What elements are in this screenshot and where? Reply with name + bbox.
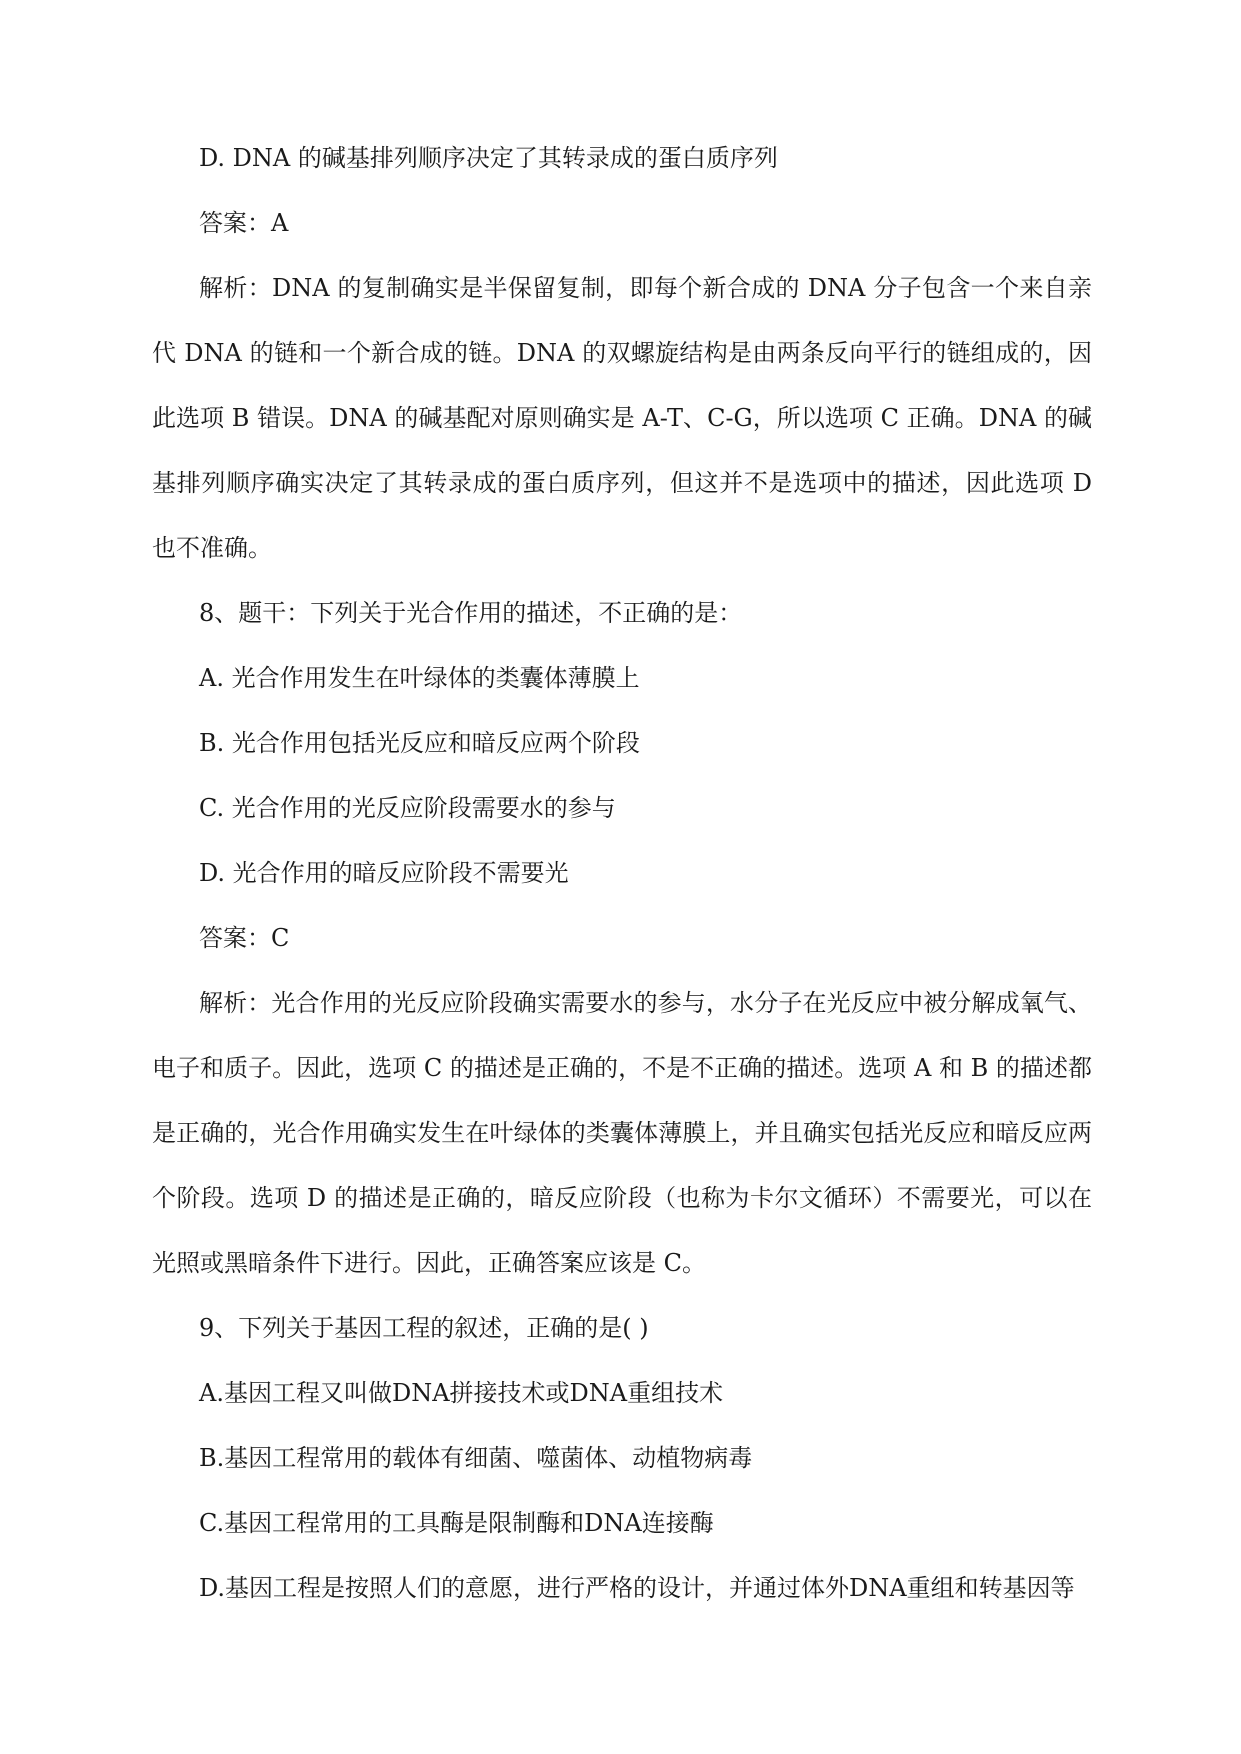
q8-stem: 8、题干：下列关于光合作用的描述，不正确的是： [199,599,743,627]
q7-analysis: 解析：DNA 的复制确实是半保留复制，即每个新合成的 DNA 分子包含一个来自亲代 DNA 的链和一个新合成的链。DNA 的双螺旋结构是由两条反向平行的链组成的，因此选项 B 错误。DNA 的碱基配对原则确实是 A-T、C-G，所以选项 C 正确。DNA 的碱基排列顺序确实决定了其转录成的蛋白质序列，但这并不是选项中的描述，因此选项 D 也不准确。 [152,274,1092,562]
q8-analysis: 解析：光合作用的光反应阶段确实需要水的参与，水分子在光反应中被分解成氧气、电子和质子。因此，选项 C 的描述是正确的，不是不正确的描述。选项 A 和 B 的描述都是正确的，光合作用确实发生在叶绿体的类囊体薄膜上，并且确实包括光反应和暗反应两个阶段。选项 D 的描述是正确的，暗反应阶段（也称为卡尔文循环）不需要光，可以在光照或黑暗条件下进行。因此，正确答案应该是 C。 [152,989,1092,1277]
q9-option-a: A.基因工程又叫做DNA拼接技术或DNA重组技术 [199,1379,724,1407]
q8-option-b: B. 光合作用包括光反应和暗反应两个阶段 [199,729,640,757]
q8-answer: 答案：C [199,924,290,952]
q9-option-b: B.基因工程常用的载体有细菌、噬菌体、动植物病毒 [199,1444,753,1472]
q8-analysis-block [152,971,1092,1296]
document-body [152,143,1092,1638]
q9-option-d: D.基因工程是按照人们的意愿，进行严格的设计，并通过体外DNA重组和转基因等 [199,1574,1075,1602]
q7-analysis-block [152,256,1092,581]
q7-answer: 答案：A [199,209,289,237]
q9-stem: 9、下列关于基因工程的叙述，正确的是( ) [199,1314,649,1342]
q8-option-a: A. 光合作用发生在叶绿体的类囊体薄膜上 [199,664,640,692]
q7-option-d: D. DNA 的碱基排列顺序决定了其转录成的蛋白质序列 [199,144,778,172]
q8-option-d: D. 光合作用的暗反应阶段不需要光 [199,859,569,887]
q9-option-c: C.基因工程常用的工具酶是限制酶和DNA连接酶 [199,1509,714,1537]
q8-option-c: C. 光合作用的光反应阶段需要水的参与 [199,794,616,822]
